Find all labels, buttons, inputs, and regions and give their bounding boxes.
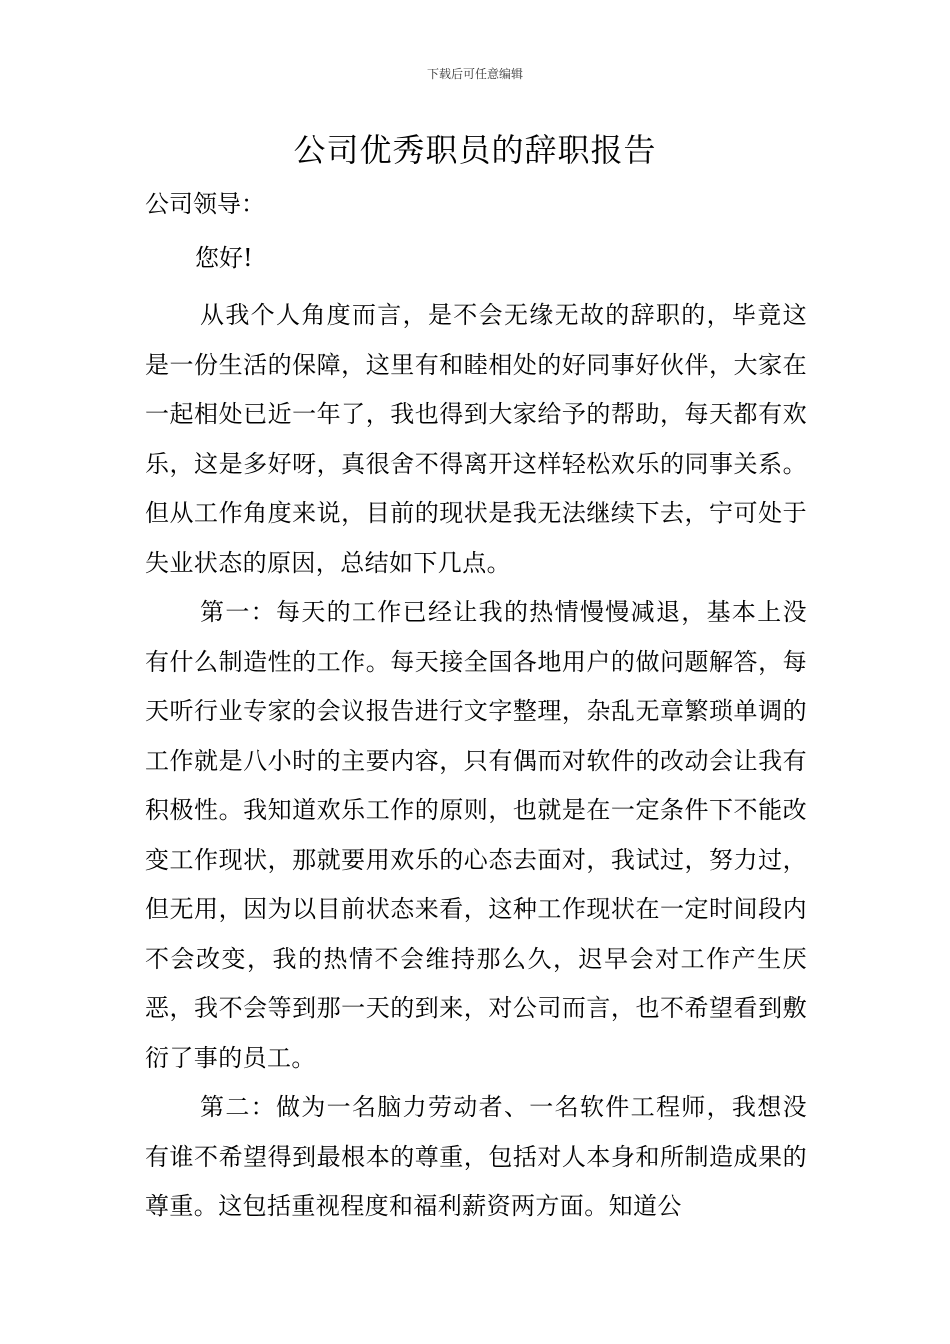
document-title: 公司优秀职员的辞职报告 <box>293 131 657 169</box>
paragraph-intro: 从我个人角度而言，是不会无缘无故的辞职的，毕竟这是一份生活的保障，这里有和睦相处的好同事好伙伴，大家在一起相处已近一年了，我也得到大家给予的帮助，每天都有欢乐，这是多好呀，真很舍不得离开这样轻松欢乐的同事关系。但从工作角度来说，目前的现状是我无法继续下去，宁可处于失业状态的原因，总结如下几点。 <box>145 301 807 577</box>
paragraph-point-two: 第二：做为一名脑力劳动者、一名软件工程师，我想没有谁不希望得到最根本的尊重，包括对人本身和所制造成果的尊重。这包括重视程度和福利薪资两方面。知道公 <box>145 1093 807 1220</box>
header-note: 下载后可任意编辑 <box>426 67 523 81</box>
paragraph-point-one: 第一：每天的工作已经让我的热情慢慢减退，基本上没有什么制造性的工作。每天接全国各地用户的做问题解答，每天听行业专家的会议报告进行文字整理，杂乱无章繁琐单调的工作就是八小时的主要内容，只有偶而对软件的改动会让我有积极性。我知道欢乐工作的原则，也就是在一定条件下不能改变工作现状，那就要用欢乐的心态去面对，我试过，努力过，但无用，因为以目前状态来看，这种工作现状在一定时间段内不会改变，我的热情不会维持那么久，迟早会对工作产生厌恶，我不会等到那一天的到来，对公司而言，也不希望看到敷衍了事的员工。 <box>145 598 807 1072</box>
greeting: 您好! <box>195 243 253 272</box>
document-body <box>145 178 807 1232</box>
salutation: 公司领导： <box>145 190 265 218</box>
